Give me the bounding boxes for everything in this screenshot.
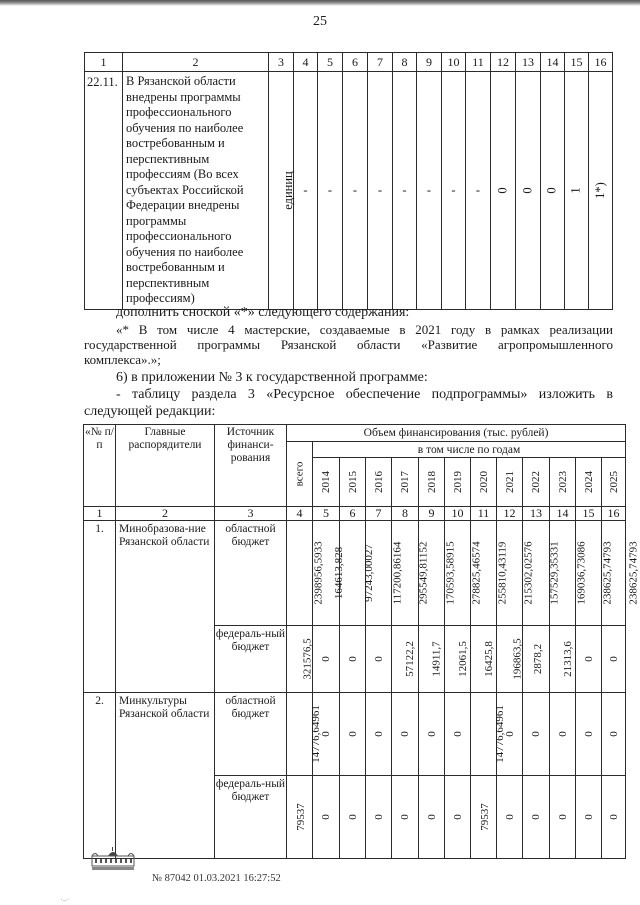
year-cell: 157529,35331 — [523, 521, 550, 626]
year-cell: 170593,58915 — [419, 521, 445, 626]
footnote-line-2: государственной программы Рязанской области «Развитие агропромышленного — [84, 337, 613, 352]
table-row — [85, 72, 613, 310]
year-header: 2024 — [576, 458, 602, 507]
funding-source: федераль-ный бюджет — [215, 776, 287, 859]
col-header: 12 — [491, 53, 516, 72]
scan-mark: ·–· — [60, 895, 70, 904]
scan-edge — [0, 0, 640, 6]
year-cell: 14911,7 — [419, 626, 445, 693]
year-cell: 0 — [576, 776, 602, 859]
col-header: 8 — [393, 53, 417, 72]
year-cell: 0 — [602, 693, 626, 776]
year-cell: 0 — [602, 626, 626, 693]
table-instruction-line-1: - таблицу раздела 3 «Ресурсное обеспечение подпрограммы» изложить в — [116, 387, 613, 402]
col-number: 10 — [445, 507, 471, 521]
total-cell: 14776,64961 — [287, 693, 313, 776]
year-cell: 0 — [392, 693, 419, 776]
value-cell: 0 — [516, 72, 541, 310]
col-number: 11 — [471, 507, 497, 521]
year-header: 2023 — [550, 458, 576, 507]
year-header: 2018 — [419, 458, 445, 507]
footnote-line-3: комплекса».»; — [84, 352, 161, 367]
value-cell: 1 — [565, 72, 589, 310]
unit-label: единиц — [280, 171, 295, 210]
total-cell: 79537 — [287, 776, 313, 859]
year-cell: 295549,81152 — [392, 521, 419, 626]
col-number: 8 — [392, 507, 419, 521]
year-header: 2019 — [445, 458, 471, 507]
col-number: 15 — [576, 507, 602, 521]
year-cell: 16425,8 — [471, 626, 497, 693]
year-header: 2020 — [471, 458, 497, 507]
year-cell: 0 — [523, 776, 550, 859]
value-cell: - — [318, 72, 343, 310]
year-header: 2014 — [313, 458, 340, 507]
footnote-line-1: «* В том числе 4 мастерские, создаваемые в 2021 году в рамках реализации — [116, 322, 613, 337]
funding-source: областной бюджет — [215, 693, 287, 776]
col-header: 3 — [269, 53, 294, 72]
appendix-instruction: 6) в приложении № 3 к государственной программе: — [116, 370, 428, 385]
year-cell: 215302,02576 — [497, 521, 523, 626]
col-header: 10 — [442, 53, 466, 72]
col-number: 9 — [419, 507, 445, 521]
col-number: 12 — [497, 507, 523, 521]
footnote-intro: дополнить сноской «*» следующего содержания: — [116, 305, 410, 320]
year-header: 2021 — [497, 458, 523, 507]
year-header: 2016 — [366, 458, 392, 507]
value-cell: - — [442, 72, 466, 310]
col-header: 4 — [294, 53, 318, 72]
year-cell: 169036,73086 — [550, 521, 576, 626]
funding-source: федераль-ный бюджет — [215, 626, 287, 693]
year-cell: 0 — [313, 776, 340, 859]
year-cell: 238625,74793 — [602, 521, 626, 626]
year-cell: 117200,86164 — [366, 521, 392, 626]
year-cell: 278825,46574 — [445, 521, 471, 626]
year-cell: 0 — [340, 693, 366, 776]
year-cell: 196863,5 — [497, 626, 523, 693]
col-header: 1 — [85, 53, 123, 72]
year-cell: 0 — [392, 776, 419, 859]
col-number: 6 — [340, 507, 366, 521]
value-cell: - — [417, 72, 442, 310]
registration-stamp: № 87042 01.03.2021 16:27:52 — [152, 873, 281, 884]
total-cell: 2398956,5933 — [287, 521, 313, 626]
year-cell: 0 — [366, 693, 392, 776]
year-cell: 0 — [419, 776, 445, 859]
year-cell: 97243,00027 — [340, 521, 366, 626]
header-total: всего — [287, 442, 313, 507]
header-row — [84, 425, 626, 442]
year-cell: 164613,828 — [313, 521, 340, 626]
row-description: В Рязанской области внедрены программы профессионального обучения по наиболее востребованным и перспективным профессиям (Во всех субъектах Российской Федерации внедрены программы профессионального обучения по наиболее востребованным и перспективным профессиям) — [123, 72, 269, 310]
col-header: 14 — [541, 53, 565, 72]
value-cell: - — [343, 72, 368, 310]
year-cell: 21313,6 — [550, 626, 576, 693]
government-building-logo-icon — [90, 847, 136, 873]
funding-table — [83, 424, 640, 859]
year-cell: 79537 — [471, 776, 497, 859]
col-number: 7 — [366, 507, 392, 521]
year-cell: 0 — [366, 776, 392, 859]
row-number: 2. — [84, 693, 116, 859]
year-cell: 0 — [576, 626, 602, 693]
year-cell: 0 — [445, 776, 471, 859]
year-cell: 57122,2 — [392, 626, 419, 693]
row-number: 22.11. — [85, 72, 123, 310]
col-number: 13 — [523, 507, 550, 521]
year-cell: 14776,64961 — [471, 693, 497, 776]
value-cell: - — [393, 72, 417, 310]
header-distributors: Главные распорядители — [116, 425, 215, 507]
value-cell: - — [466, 72, 491, 310]
year-header: 2025 — [602, 458, 626, 507]
col-header: 7 — [368, 53, 393, 72]
col-header: 11 — [466, 53, 491, 72]
table-row — [84, 693, 626, 776]
distributor-name: Минкультуры Рязанской области — [116, 693, 215, 859]
table-instruction-line-2: следующей редакции: — [84, 404, 216, 419]
page-number: 25 — [313, 14, 327, 29]
col-header: 5 — [318, 53, 343, 72]
year-header: 2015 — [340, 458, 366, 507]
col-header: 13 — [516, 53, 541, 72]
table-row — [84, 521, 626, 626]
col-number: 1 — [84, 507, 116, 521]
col-number: 16 — [602, 507, 626, 521]
header-by-years: в том числе по годам — [313, 442, 626, 458]
year-cell: 0 — [313, 626, 340, 693]
total-cell: 321576,5 — [287, 626, 313, 693]
year-cell: 0 — [497, 776, 523, 859]
value-cell: 0 — [491, 72, 516, 310]
year-cell: 0 — [313, 693, 340, 776]
year-cell: 0 — [550, 693, 576, 776]
col-number: 4 — [287, 507, 313, 521]
header-volume: Объем финансирования (тыс. рублей) — [287, 425, 626, 442]
table-header-row — [85, 53, 613, 72]
value-cell: 0 — [541, 72, 565, 310]
year-cell: 0 — [497, 693, 523, 776]
year-cell: 0 — [340, 776, 366, 859]
year-cell: 238625,74793 — [576, 521, 602, 626]
value-cell: - — [294, 72, 318, 310]
col-header: 16 — [589, 53, 613, 72]
header-source: Источник финанси-рования — [215, 425, 287, 507]
col-header: 9 — [417, 53, 442, 72]
year-cell: 0 — [550, 776, 576, 859]
value-cell: 1*) — [589, 72, 613, 310]
year-header: 2022 — [523, 458, 550, 507]
row-number: 1. — [84, 521, 116, 693]
year-cell: 2878,2 — [523, 626, 550, 693]
column-number-row — [84, 507, 626, 521]
year-cell: 0 — [602, 776, 626, 859]
col-header: 6 — [343, 53, 368, 72]
header-num: «№ п/п — [84, 425, 116, 507]
funding-source: областной бюджет — [215, 521, 287, 626]
year-header: 2017 — [392, 458, 419, 507]
year-cell: 0 — [445, 693, 471, 776]
year-cell: 0 — [523, 693, 550, 776]
col-number: 3 — [215, 507, 287, 521]
year-cell: 0 — [366, 626, 392, 693]
col-header: 15 — [565, 53, 589, 72]
col-number: 14 — [550, 507, 576, 521]
year-cell: 0 — [576, 693, 602, 776]
unit-cell — [269, 72, 294, 310]
year-cell: 12061,5 — [445, 626, 471, 693]
distributor-name: Минобразова-ние Рязанской области — [116, 521, 215, 693]
indicator-table — [84, 52, 613, 310]
year-cell: 0 — [419, 693, 445, 776]
year-cell: 255810,43119 — [471, 521, 497, 626]
col-number: 2 — [116, 507, 215, 521]
year-cell: 0 — [340, 626, 366, 693]
col-number: 5 — [313, 507, 340, 521]
col-header: 2 — [123, 53, 269, 72]
value-cell: - — [368, 72, 393, 310]
